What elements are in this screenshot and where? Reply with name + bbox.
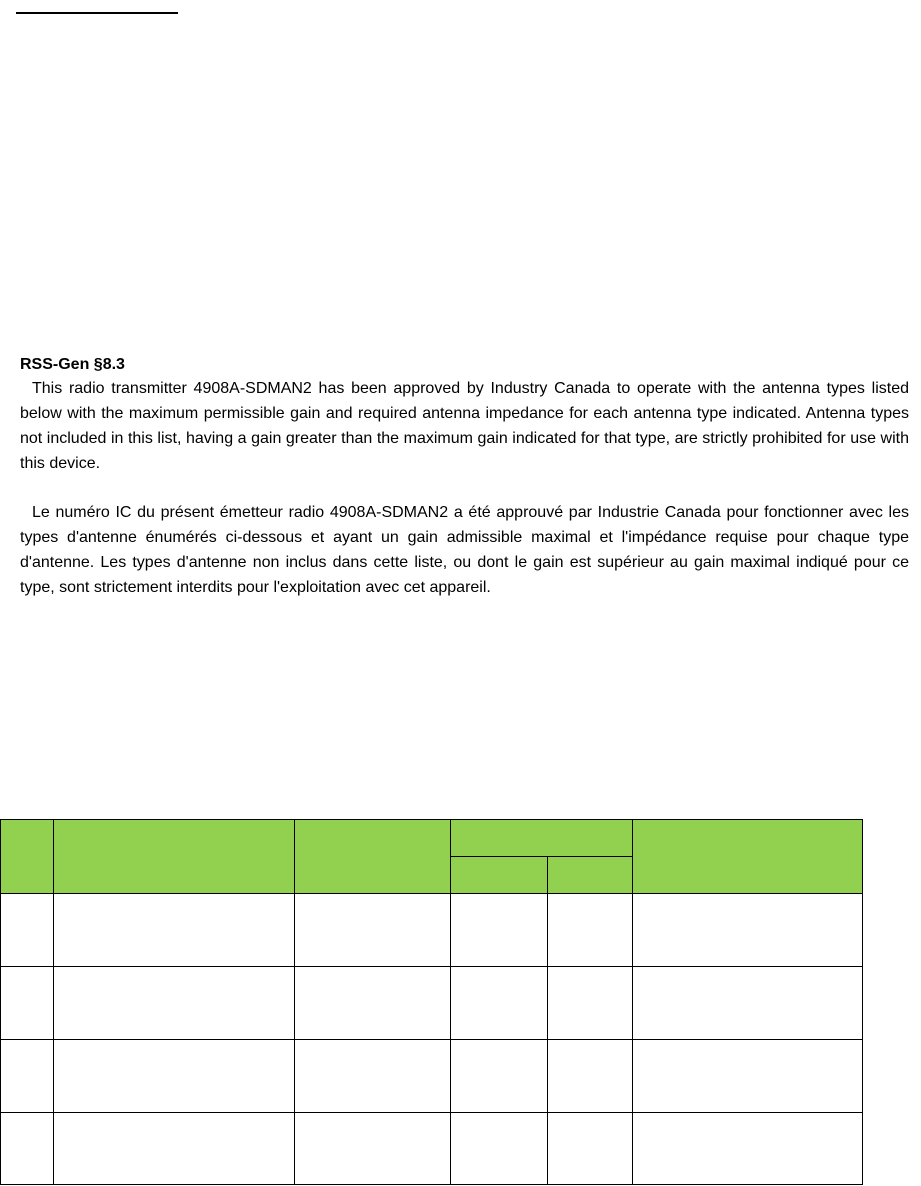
table-cell: [548, 1113, 633, 1185]
header-cell: [295, 820, 451, 894]
table-cell: [54, 1040, 295, 1113]
table-header-row: [1, 820, 863, 857]
table-cell: [295, 894, 451, 967]
table-cell: [1, 967, 54, 1040]
table-row: [1, 1040, 863, 1113]
table-cell: [1, 1113, 54, 1185]
table-cell: [633, 894, 863, 967]
table-cell: [451, 1040, 548, 1113]
table-cell: [451, 967, 548, 1040]
table-cell: [295, 1040, 451, 1113]
rss-gen-section: [20, 354, 909, 600]
table-cell: [451, 1113, 548, 1185]
table-cell: [54, 967, 295, 1040]
table-cell: [295, 1113, 451, 1185]
header-cell: [633, 820, 863, 894]
table-cell: [548, 894, 633, 967]
table-cell: [54, 894, 295, 967]
section-heading: RSS-Gen §8.3: [20, 356, 125, 373]
table-cell: [1, 1040, 54, 1113]
table-cell: [548, 967, 633, 1040]
header-cell: [1, 820, 54, 894]
header-cell: [54, 820, 295, 894]
table-row: [1, 967, 863, 1040]
table-cell: [548, 1040, 633, 1113]
table-cell: [633, 1040, 863, 1113]
table-cell: [295, 967, 451, 1040]
table-cell: [54, 1113, 295, 1185]
table-cell: [633, 1113, 863, 1185]
paragraph-english: This radio transmitter 4908A-SDMAN2 has been approved by Industry Canada to operate with the antenna types listed below with the maximum permissible gain and required antenna impedance for each antenna type indicated. Antenna types not included in this list, having a gain greater than the maximum gain indicated for that type, are strictly prohibited for use with this device.: [20, 380, 909, 472]
header-cell-group: [451, 820, 633, 857]
table-row: [1, 894, 863, 967]
subheader-cell: [548, 857, 633, 894]
header-rule: [16, 12, 178, 14]
paragraph-french: Le numéro IC du présent émetteur radio 4908A-SDMAN2 a été approuvé par Industrie Canada pour fonctionner avec les types d'antenne énumérés ci-dessous et ayant un gain admissible maximal et l'impédance requise pour chaque type d'antenne. Les types d'antenne non inclus dans cette liste, ou dont le gain est supérieur au gain maximal indiqué pour ce type, sont strictement interdits pour l'exploitation avec cet appareil.: [20, 504, 909, 596]
table-cell: [633, 967, 863, 1040]
subheader-cell: [451, 857, 548, 894]
antenna-table: [0, 819, 863, 1185]
table-cell: [451, 894, 548, 967]
table-cell: [1, 894, 54, 967]
table-row: [1, 1113, 863, 1185]
